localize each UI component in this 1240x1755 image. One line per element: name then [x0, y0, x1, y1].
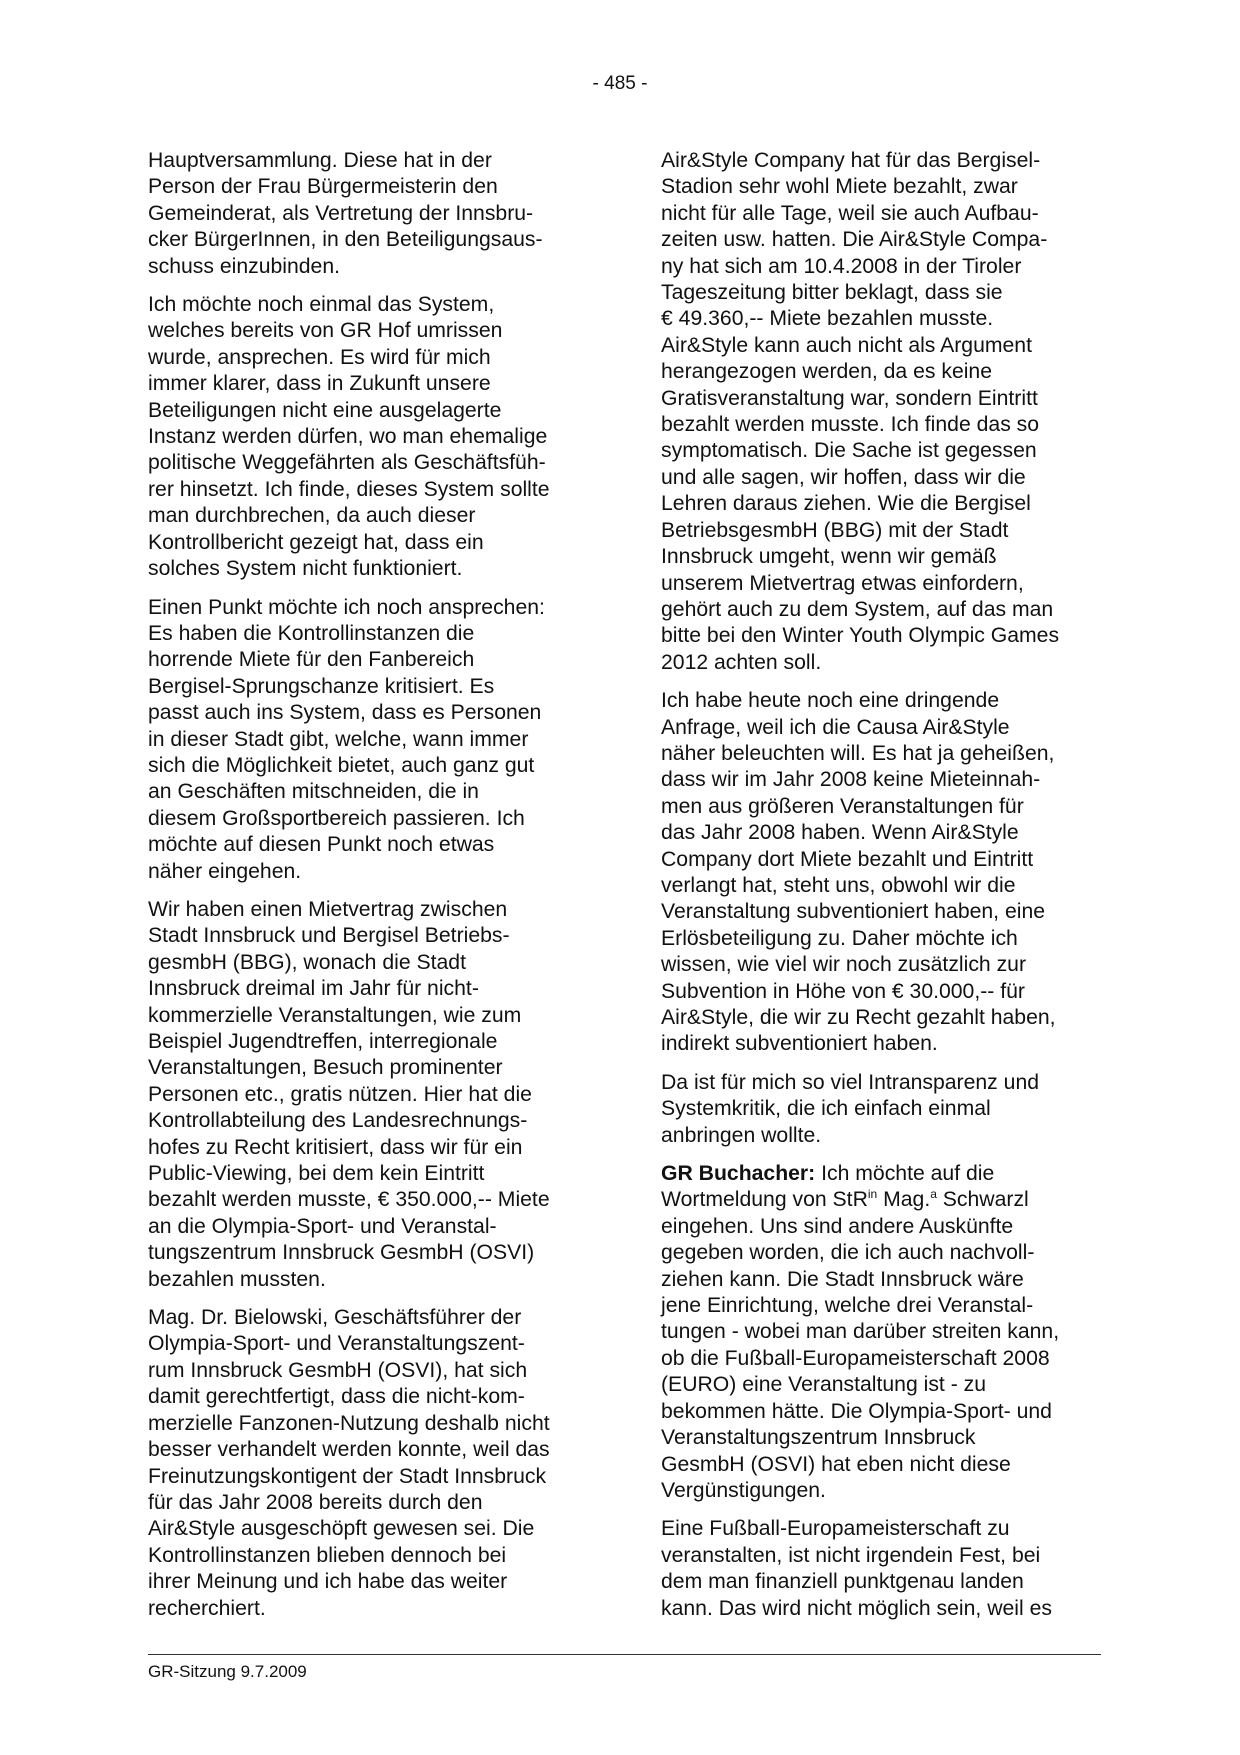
text-line: Air&Style ausgeschöpft gewesen sei. Die — [148, 1517, 535, 1541]
text-line: Wir haben einen Mietvertrag zwischen — [148, 897, 508, 921]
text-line: GesmbH (OSVI) hat eben nicht diese — [661, 1452, 1011, 1476]
text-line: € 49.360,-- Miete bezahlen musste. — [661, 307, 994, 331]
superscript: in — [867, 1187, 878, 1202]
paragraph — [661, 1070, 1101, 1149]
left-column — [148, 148, 588, 1634]
text-line: zeiten usw. hatten. Die Air&Style Compa- — [661, 228, 1048, 252]
text-line: Hauptversammlung. Diese hat in der — [148, 149, 492, 172]
text-line: Olympia-Sport- und Veranstaltungszent- — [148, 1332, 525, 1356]
text-line: Ich habe heute noch eine dringende — [661, 689, 1000, 713]
text-line: Public-Viewing, bei dem kein Eintritt — [148, 1162, 485, 1186]
paragraph — [661, 688, 1101, 1058]
text-line: näher eingehen. — [148, 859, 302, 883]
text-line: Beispiel Jugendtreffen, interregionale — [148, 1030, 498, 1053]
text-line: Air&Style, die wir zu Recht gezahlt haben, — [661, 1006, 1056, 1029]
text-line: Stadion sehr wohl Miete bezahlt, zwar — [661, 175, 1018, 199]
text-line: Beteiligungen nicht eine ausgelagerte — [148, 398, 502, 422]
text-line: ob die Fußball-Europameisterschaft 2008 — [661, 1346, 1050, 1370]
text-line: Systemkritik, die ich einfach einmal — [661, 1097, 991, 1121]
text-line: das Jahr 2008 haben. Wenn Air&Style — [661, 821, 1019, 845]
text-line: dem man finanziell punktgenau landen — [661, 1570, 1024, 1594]
text-line: Veranstaltungen, Besuch prominenter — [148, 1056, 503, 1080]
text-line: immer klarer, dass in Zukunft unsere — [148, 372, 491, 396]
text-line: symptomatisch. Die Sache ist gegessen — [661, 439, 1037, 463]
text-line: Air&Style kann auch nicht als Argument — [661, 333, 1032, 357]
superscript: a — [930, 1187, 937, 1202]
text-line: für das Jahr 2008 bereits durch den — [148, 1490, 483, 1514]
text-line: ihrer Meinung und ich habe das weiter — [148, 1570, 508, 1594]
text-line: Kontrollbericht gezeigt hat, dass ein — [148, 530, 484, 554]
text-line: möchte auf diesen Punkt noch etwas — [148, 833, 495, 857]
text-line — [661, 1161, 1101, 1187]
text-line: in dieser Stadt gibt, welche, wann immer — [148, 727, 529, 751]
text-line: Instanz werden dürfen, wo man ehemalige — [148, 425, 548, 449]
text-line: Innsbruck dreimal im Jahr für nicht- — [148, 977, 479, 1001]
text-line: recherchiert. — [148, 1596, 266, 1620]
text-line: bitte bei den Winter Youth Olympic Games — [661, 624, 1060, 648]
text-line: rer hinsetzt. Ich finde, dieses System sollte — [148, 477, 550, 501]
text-line: tungszentrum Innsbruck GesmbH (OSVI) — [148, 1241, 535, 1265]
speech-buchacher — [661, 1161, 1101, 1504]
right-column — [661, 148, 1101, 1634]
text-line: Eine Fußball-Europameisterschaft zu — [661, 1517, 1010, 1541]
text-line: BetriebsgesmbH (BBG) mit der Stadt — [661, 518, 1009, 542]
text-line: veranstalten, ist nicht irgendein Fest, bei — [661, 1543, 1041, 1567]
text-line: wissen, wie viel wir noch zusätzlich zur — [661, 953, 1027, 977]
text-line: rum Innsbruck GesmbH (OSVI), hat sich — [148, 1358, 528, 1382]
text-line: nicht für alle Tage, weil sie auch Aufbau- — [661, 201, 1039, 225]
text-line: politische Weggefährten als Geschäftsfüh- — [148, 451, 546, 475]
text-line: bezahlt werden musste. Ich finde das so — [661, 413, 1040, 437]
text-line: wurde, ansprechen. Es wird für mich — [148, 345, 491, 369]
text-line: besser verhandelt werden konnte, weil das — [148, 1438, 550, 1462]
text-line: Es haben die Kontrollinstanzen die — [148, 621, 475, 645]
text-line — [661, 1187, 1101, 1213]
text-line: Veranstaltungszentrum Innsbruck — [661, 1426, 976, 1450]
text-line: tungen - wobei man darüber streiten kann, — [661, 1320, 1060, 1344]
speaker-name: GR Buchacher: — [661, 1162, 816, 1186]
text-line: solches System nicht funktioniert. — [148, 557, 463, 581]
text-line: Anfrage, weil ich die Causa Air&Style — [661, 715, 1010, 739]
page-number: - 485 - — [592, 73, 648, 94]
text-line: kann. Das wird nicht möglich sein, weil es — [661, 1596, 1052, 1620]
paragraph — [661, 1516, 1101, 1622]
text-line: an die Olympia-Sport- und Veranstal- — [148, 1214, 497, 1238]
text-line: Air&Style Company hat für das Bergisel- — [661, 149, 1041, 172]
text-line: unserem Mietvertrag etwas einfordern, — [661, 571, 1024, 595]
text-line: verlangt hat, steht uns, obwohl wir die — [661, 873, 1016, 897]
text-line: gegeben worden, die ich auch nachvoll- — [661, 1241, 1035, 1265]
text-line: Lehren daraus ziehen. Wie die Bergisel — [661, 492, 1031, 516]
text-line: Freinutzungskontigent der Stadt Innsbruck — [148, 1464, 547, 1488]
text-line: Gemeinderat, als Vertretung der Innsbru- — [148, 201, 534, 225]
paragraph — [148, 897, 588, 1293]
text-line: Erlösbeteiligung zu. Daher möchte ich — [661, 926, 1018, 950]
footer-divider — [148, 1654, 1101, 1655]
text-line: Subvention in Höhe von € 30.000,-- für — [661, 979, 1025, 1003]
text-line: passt auch ins System, dass es Personen — [148, 701, 542, 725]
paragraph — [148, 595, 588, 885]
text-line: an Geschäften mitschneiden, die in — [148, 780, 479, 804]
text-line: Company dort Miete bezahlt und Eintritt — [661, 847, 1034, 871]
text-line: bezahlen mussten. — [148, 1267, 326, 1291]
text-line: Vergünstigungen. — [661, 1478, 826, 1502]
text-line: damit gerechtfertigt, dass die nicht-kom- — [148, 1385, 525, 1409]
text-line: eingehen. Uns sind andere Auskünfte — [661, 1214, 1014, 1238]
text-line: ziehen kann. Die Stadt Innsbruck wäre — [661, 1267, 1024, 1291]
paragraph — [148, 148, 588, 280]
text-line: ny hat sich am 10.4.2008 in der Tiroler — [661, 254, 1022, 278]
text-line: Mag. Dr. Bielowski, Geschäftsführer der — [148, 1306, 522, 1330]
text-fragment: Mag. — [877, 1188, 931, 1212]
paragraph — [148, 1305, 588, 1622]
text-line: dass wir im Jahr 2008 keine Mieteinnah- — [661, 768, 1041, 792]
text-line: bekommen hätte. Die Olympia-Sport- und — [661, 1399, 1052, 1423]
text-line: diesem Großsportbereich passieren. Ich — [148, 806, 525, 830]
text-line: horrende Miete für den Fanbereich — [148, 648, 475, 672]
text-line: gesmbH (BBG), wonach die Stadt — [148, 950, 466, 974]
text-line: (EURO) eine Veranstaltung ist - zu — [661, 1373, 987, 1397]
text-line: sich die Möglichkeit bietet, auch ganz gut — [148, 753, 535, 777]
text-fragment: Ich möchte auf die — [815, 1162, 995, 1186]
text-line: men aus größeren Veranstaltungen für — [661, 794, 1024, 818]
text-line: näher beleuchten will. Es hat ja geheißen, — [661, 741, 1055, 765]
text-line: Innsbruck umgeht, wenn wir gemäß — [661, 545, 997, 569]
text-line: schuss einzubinden. — [148, 254, 340, 278]
text-line: merzielle Fanzonen-Nutzung deshalb nicht — [148, 1411, 550, 1435]
text-line: Kontrollabteilung des Landesrechnungs- — [148, 1109, 528, 1133]
text-line: cker BürgerInnen, in den Beteiligungsaus- — [148, 228, 543, 252]
text-line: gehört auch zu dem System, auf das man — [661, 597, 1054, 621]
text-line: man durchbrechen, da auch dieser — [148, 504, 476, 528]
text-line: Stadt Innsbruck und Bergisel Betriebs- — [148, 924, 510, 948]
text-line: kommerzielle Veranstaltungen, wie zum — [148, 1003, 522, 1027]
text-line: und alle sagen, wir hoffen, dass wir die — [661, 465, 1026, 489]
footer-session-date: GR-Sitzung 9.7.2009 — [148, 1662, 307, 1681]
text-line: Einen Punkt möchte ich noch ansprechen: — [148, 595, 545, 619]
text-line: hofes zu Recht kritisiert, dass wir für ein — [148, 1135, 523, 1159]
text-line: anbringen wollte. — [661, 1123, 822, 1147]
text-line: Person der Frau Bürgermeisterin den — [148, 175, 498, 199]
text-line: herangezogen werden, da es keine — [661, 360, 993, 384]
text-line: Veranstaltung subventioniert haben, eine — [661, 900, 1046, 924]
text-fragment: Wortmeldung von StR — [661, 1188, 868, 1212]
text-line: Personen etc., gratis nützen. Hier hat die — [148, 1082, 532, 1106]
text-line: Gratisveranstaltung war, sondern Eintritt — [661, 386, 1038, 410]
text-line: Kontrollinstanzen blieben dennoch bei — [148, 1543, 507, 1567]
text-line: Tageszeitung bitter beklagt, dass sie — [661, 281, 1003, 305]
text-line: Bergisel-Sprungschanze kritisiert. Es — [148, 674, 495, 698]
text-fragment: Schwarzl — [936, 1188, 1029, 1212]
text-line: Da ist für mich so viel Intransparenz und — [661, 1070, 1040, 1094]
text-line: bezahlt werden musste, € 350.000,-- Miete — [148, 1188, 550, 1212]
text-line: jene Einrichtung, welche drei Veranstal- — [661, 1294, 1034, 1318]
text-line: 2012 achten soll. — [661, 650, 822, 674]
paragraph — [661, 148, 1101, 676]
paragraph — [148, 292, 588, 582]
text-line: indirekt subventioniert haben. — [661, 1032, 938, 1056]
text-line: welches bereits von GR Hof umrissen — [148, 319, 503, 343]
text-line: Ich möchte noch einmal das System, — [148, 293, 495, 317]
